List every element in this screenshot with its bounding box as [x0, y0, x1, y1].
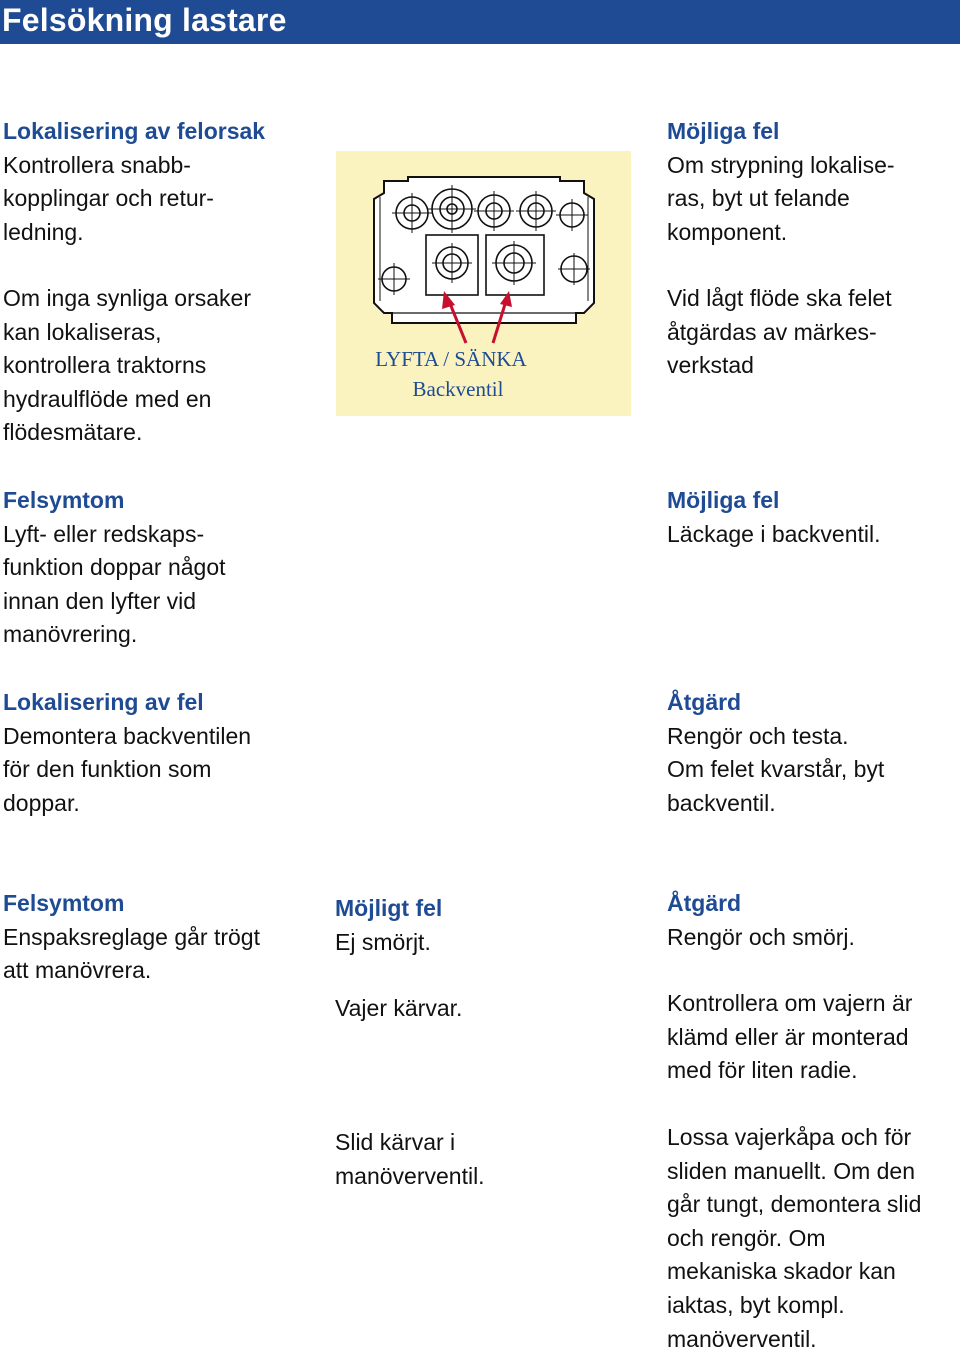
action-block-2 — [667, 686, 884, 820]
localization-cause-block — [3, 115, 265, 249]
text-line: åtgärdas av märkes- — [667, 318, 877, 345]
text-line: ledning. — [3, 218, 84, 245]
text-line: manöverventil. — [667, 1325, 817, 1352]
flow-check-note — [3, 282, 251, 450]
action-heading: Åtgärd — [667, 689, 742, 715]
symptom-heading: Felsymtom — [3, 890, 125, 916]
figure-caption-line2: Backventil — [412, 377, 504, 401]
localization-heading: Lokalisering av fel — [3, 689, 204, 715]
possible-fault-item — [335, 992, 462, 1026]
text-line: går tungt, demontera slid — [667, 1191, 922, 1218]
possible-fault-block-1 — [667, 115, 895, 249]
text-line: kopplingar och retur- — [3, 185, 214, 212]
text-line: Lossa vajerkåpa och för — [667, 1124, 912, 1150]
possible-fault-heading: Möjliga fel — [667, 487, 780, 513]
text-line: doppar. — [3, 789, 80, 816]
text-line: kontrollera traktorns — [3, 352, 207, 379]
text-line: kan lokaliseras, — [3, 318, 162, 345]
text-line: med för liten radie. — [667, 1057, 858, 1084]
text-line: Kontrollera snabb- — [3, 151, 191, 178]
text-line: manövrering. — [3, 621, 138, 648]
text-line: Rengör och smörj. — [667, 923, 855, 950]
symptom-heading: Felsymtom — [3, 487, 125, 513]
text-line: Om felet kvarstår, byt — [667, 756, 885, 783]
text-line: för den funktion som — [3, 756, 212, 783]
symptom-block-3 — [3, 887, 260, 988]
text-line: klämd eller är monterad — [667, 1023, 909, 1050]
text-line: ras, byt ut felande — [667, 185, 850, 212]
text-line: Kontrollera om vajern är — [667, 990, 913, 1016]
text-line: iaktas, byt kompl. — [667, 1291, 845, 1318]
localization-cause-heading: Lokalisering av felorsak — [3, 118, 266, 144]
text-line: Slid kärvar i — [335, 1129, 456, 1155]
action-block-3 — [667, 887, 855, 954]
text-line: Ej smörjt. — [335, 928, 431, 955]
text-line: komponent. — [667, 218, 788, 245]
text-line: manöverventil. — [335, 1162, 485, 1189]
action-heading: Åtgärd — [667, 890, 742, 916]
possible-fault-block-3 — [335, 892, 442, 959]
possible-fault-heading: Möjligt fel — [335, 895, 443, 921]
figure-caption-line1: LYFTA / SÄNKA — [375, 347, 527, 371]
text-line: flödesmätare. — [3, 419, 143, 446]
page-title: Felsökning lastare — [2, 2, 287, 38]
text-line: Enspaksreglage går trögt — [3, 923, 260, 950]
text-line: innan den lyfter vid — [3, 587, 197, 614]
localization-block-2 — [3, 686, 251, 820]
text-line: mekaniska skador kan — [667, 1258, 896, 1285]
text-line: Om strypning lokalise- — [667, 151, 895, 178]
text-line: Lyft- eller redskaps- — [3, 520, 205, 547]
valve-block-diagram — [336, 151, 631, 416]
text-line: hydraulflöde med en — [3, 385, 212, 412]
symptom-block-2 — [3, 484, 226, 652]
action-item — [667, 987, 912, 1088]
possible-fault-heading: Möjliga fel — [667, 118, 780, 144]
text-line: att manövrera. — [3, 957, 152, 984]
text-line: funktion doppar något — [3, 554, 226, 581]
action-item — [667, 1121, 921, 1356]
text-line: sliden manuellt. Om den — [667, 1157, 916, 1184]
low-flow-note — [667, 282, 892, 383]
text-line: Demontera backventilen — [3, 722, 252, 749]
possible-fault-block-2 — [667, 484, 881, 551]
text-line: Om inga synliga orsaker — [3, 285, 251, 311]
text-line: backventil. — [667, 789, 776, 816]
possible-fault-item — [335, 1126, 485, 1193]
text-line: och rengör. Om — [667, 1224, 826, 1251]
text-line: Rengör och testa. — [667, 722, 849, 749]
valve-figure — [336, 151, 631, 416]
title-bar — [0, 0, 960, 44]
text-line: Vajer kärvar. — [335, 995, 463, 1021]
text-line: Läckage i backventil. — [667, 520, 881, 547]
text-line: Vid lågt flöde ska felet — [667, 285, 892, 311]
text-line: verkstad — [667, 352, 754, 379]
